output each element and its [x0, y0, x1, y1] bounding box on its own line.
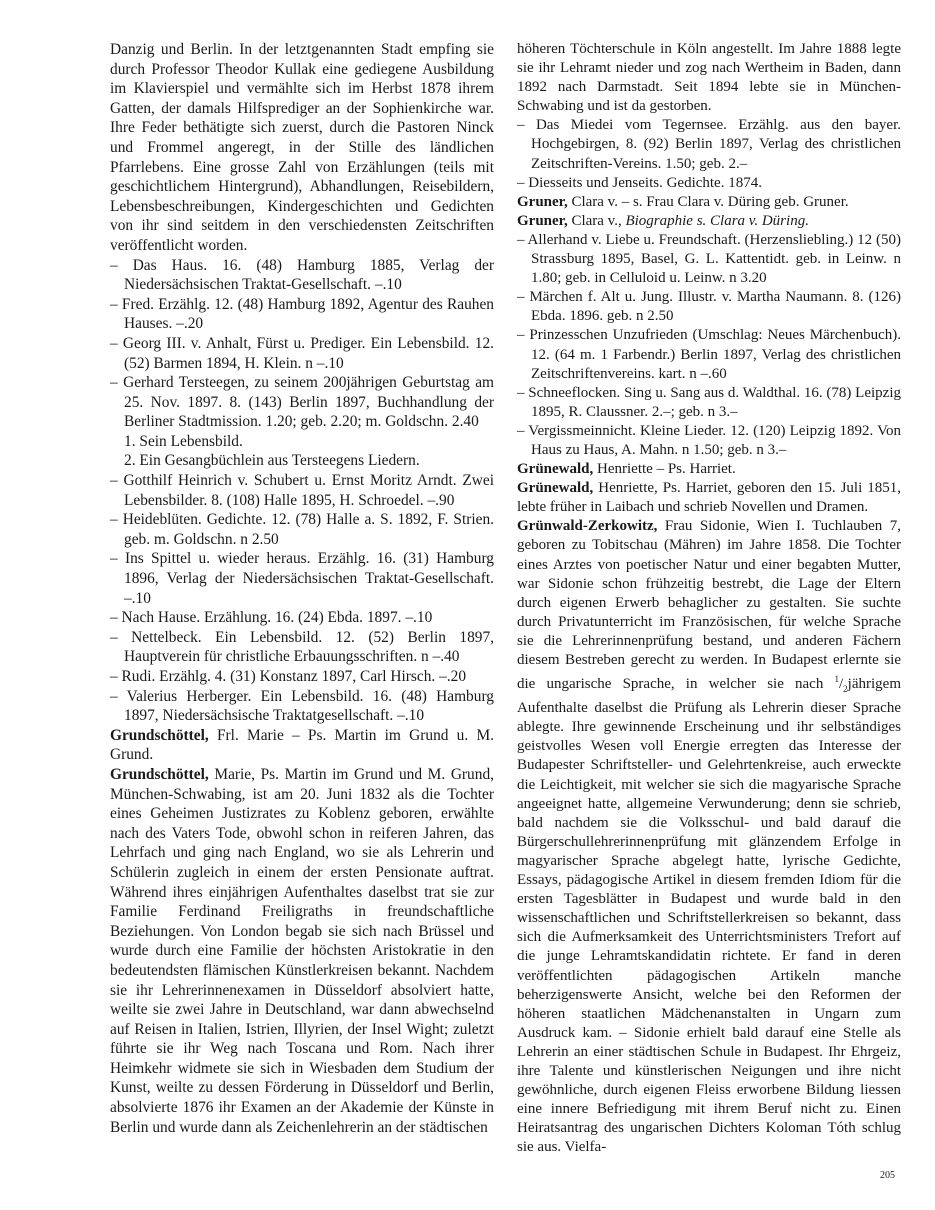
entry-gruner-crossref [517, 193, 901, 212]
entry-text: Clara v. – s. Frau Clara v. Düring geb. Gruner. [567, 193, 849, 210]
entry-headword: Grundschöttel, [110, 765, 209, 783]
work-item: – Heideblüten. Gedichte. 12. (78) Halle a. S. 1892, F. Strien. geb. m. Goldschn. n 2.50 [110, 511, 494, 548]
entry-text: Henriette – Ps. Harriet. [593, 461, 736, 478]
entry-gruenwald-zerkowitz: Grünwald-Zerkowitz, Frau Sidonie, Wien I. Tuchlauben 7, geboren zu Tobitschau (Mähren) im Jahre 1858. Die Tochter eines Arztes von poetischer Natur und einer begabten Mutter, war Sidonie schon frühzeitig bestrebt, die Lage der Eltern durch eigenen Erwerb behaglicher zu gestalten. Sie suchte durch Privatunterricht im Französischen, für welche Sprache sie die Lehrerinnenprüfung bestand, und anderen Fächern diesem Bestreben gerecht zu werden. In Budapest erlernte sie die ungarische Sprache, in welcher sie nach $^1/_2jährigem$ Aufenthalte daselbst die Prüfung als Lehrerin dieser Sprache ablegte. Ihre gewinnende Erscheinung und ihr selbständiges geistvolles Wesen voll Energie erregten das Interesse der Budapester Schriftsteller- und Gelehrtenkreise, auch erweckte die Leichtigkeit, mit welcher sie sich die magyarische Sprache angeeignet hatte, allgemeine Verwunderung; denn sie schrieb, bald nachdem sie die Volksschul- und bald darauf die Bürgerschullehrerinnenprüfung mit glänzendem Erfolge in magyarischer Sprache abgelegt hatte, lyrische Gedichte, Essays, pädagogische Artikel in diesem fremden Idiom für die ersten Tagesblätter in Budapest und wurde bald in den wissenschaftlichen und Schriftstellerkreisen so bekannt, dass sich die Aufmerksamkeit des Unterrichtsministers Trefort auf die junge Lehramtskandidatin richtete. Er fand in deren veröffentlichten pädagogischen Artikeln manche beherzigenswerte Ansicht, welche bei den Reformen der höheren staatlichen Mädchenanstalten in Ungarn zum Ausdruck kam. – Sidonie erhielt bald darauf eine Stelle als Lehrerin an einer städtischen Schule in Budapest. Ihr Ehrgeiz, ihre Talente und künstlerischen Neigungen und ihre nicht gewöhnliche, durch eigenen Fleiss erworbene Bildung liessen eine innere Befriedigung mit ihrem Beruf nicht zu. Einen Heiratsantrag des ungarischen Dichters Koloman Tóth schlug sie aus. Vielfa- [517, 518, 901, 1156]
work-item: – Schneeflocken. Sing u. Sang aus d. Waldthal. 16. (78) Leipzig 1895, R. Claussner. 2.–; geb. n 3.– [517, 384, 901, 420]
work-item: – Märchen f. Alt u. Jung. Illustr. v. Martha Naumann. 8. (126) Ebda. 1896. geb. n 2.50 [517, 289, 901, 325]
work-item: – Das Miedei vom Tegernsee. Erzählg. aus den bayer. Hochgebirgen, 8. (92) Berlin 1897, Verlag des christlichen Zeitschriften-Vereins. 1.50; geb. 2.– [517, 117, 901, 172]
entry-headword: Grünewald, [517, 461, 594, 478]
entry-headword: Gruner, [517, 193, 568, 210]
entry-grundschoettel-pseudonym [110, 726, 494, 765]
work-item: – Ins Spittel u. wieder heraus. Erzählg. 16. (31) Hamburg 1896, Verlag der Niedersächsischen Traktat-Gesellschaft. –.10 [110, 550, 494, 607]
left-intro-paragraph: Danzig und Berlin. In der letztgenannten Stadt empfing sie durch Professor Theodor Kullak eine gediegene Ausbildung im Klavierspiel und vermählte sich im Herbst 1878 ihrem Gatten, der damals Hilfsprediger an der Sophienkirche war. Ihre Feder bethätigte sich zuerst, durch die Pastoren Ninck und Frommel angeregt, in der Stille des ländlichen Pfarrlebens. Eine grosse Zahl von Erzählungen (teils mit geschichtlichem Hintergrund), Abhandlungen, Reisebildern, Lebensbeschreibungen, Kindergeschichten und Gedichten von ihr sind seitdem in den verschiedensten Zeitschriften veröffentlicht worden. [110, 41, 494, 254]
work-item: – Fred. Erzählg. 12. (48) Hamburg 1892, Agentur des Rauhen Hauses. –.20 [110, 295, 494, 333]
entry-grundschoettel-biography [110, 765, 494, 1137]
entry-headword: Grünewald, [517, 480, 594, 497]
page-number: 205 [880, 1170, 895, 1181]
right-column [517, 40, 901, 1157]
work-item: – Georg III. v. Anhalt, Fürst u. Prediger. Ein Lebensbild. 12. (52) Barmen 1894, H. Klein. n –.10 [110, 334, 494, 372]
entry-gruenewald-pseudonym [517, 460, 901, 479]
entry-biography-reference: Biographie s. Clara v. Düring. [625, 212, 809, 229]
work-item: – Allerhand v. Liebe u. Freundschaft. (Herzensliebling.) 12 (50) Strassburg 1895, Basel, G. L. Kattentidt. geb. in Leinw. n 1.80; geb. in Celluloid u. Leinw. n 3.20 [517, 231, 901, 287]
work-subitem: 1. Sein Lebensbild. [124, 432, 243, 450]
work-item: – Rudi. Erzählg. 4. (31) Konstanz 1897, Carl Hirsch. –.20 [110, 668, 467, 685]
entry-headword: Gruner, [517, 212, 568, 229]
fraction-denominator: 2 [843, 684, 848, 695]
work-item: – Nach Hause. Erzählung. 16. (24) Ebda. 1897. –.10 [110, 609, 433, 627]
work-item: – Gotthilf Heinrich v. Schubert u. Ernst Moritz Arndt. Zwei Lebensbilder. 8. (108) Halle 1895, H. Schroedel. –.90 [110, 472, 494, 509]
entry-gruner-works [517, 212, 901, 231]
entry-text: Frl. Marie – Ps. Martin im Grund u. M. Grund. [110, 726, 494, 764]
entry-headword: Grünwald-Zerkowitz, [517, 518, 658, 535]
right-continuation-paragraph: höheren Töchterschule in Köln angestellt. Im Jahre 1888 legte sie ihr Lehramt nieder und zog nach Wertheim in Baden, dann 1892 nach Darmstadt. Seit 1894 lebte sie in München-Schwabing und ist da gestorben. [517, 41, 901, 115]
entry-gruenewald-biography [517, 479, 901, 517]
work-item: – Vergissmeinnicht. Kleine Lieder. 12. (120) Leipzig 1892. Von Haus zu Haus, A. Mahn. n 1.50; geb. n 3.– [517, 422, 901, 458]
left-column [110, 40, 494, 1137]
work-subitem: 2. Ein Gesangbüchlein aus Tersteegens Liedern. [124, 452, 420, 470]
entry-headword: Grundschöttel, [110, 726, 209, 744]
entry-text: Frau Sidonie, Wien I. Tuchlauben 7, geboren zu Tobitschau (Mähren) im Jahre 1858. Die Tochter eines Arztes von poetischer Natur und einer begabten Mutter, war Sidonie schon frühzeitig bestrebt, die Lage der Eltern durch eigenen Erwerb behaglicher zu gestalten. Sie suchte durch Privatunterricht im Französischen, für welche Sprache sie die Lehrerinnenprüfung bestand, und anderen Fächern diesem Bestreben gerecht zu werden. In Budapest erlernte sie die ungarische Sprache, in welcher sie nach [517, 518, 901, 693]
work-item: – Gerhard Tersteegen, zu seinem 200jährigen Geburtstag am 25. Nov. 1897. 8. (143) Berlin 1897, Buchhandlung der Berliner Stadtmission. 1.20; geb. 2.20; m. Goldschn. 2.40 [110, 374, 494, 431]
fraction-numerator: 1 [834, 674, 839, 685]
work-item: – Prinzesschen Unzufrieden (Umschlag: Neues Märchenbuch). 12. (64 m. 1 Farbendr.) Berlin 1897, Verlag des christlichen Zeitschriftenvereins. kart. n –.60 [517, 327, 901, 382]
entry-text: Henriette, Ps. Harriet, geboren den 15. Juli 1851, lebte früher in Laibach und schrieb Novellen und Dramen. [517, 480, 901, 516]
entry-text: Clara v., [567, 212, 626, 229]
entry-text: Marie, Ps. Martin im Grund und M. Grund, München-Schwabing, ist am 20. Juni 1832 als die Tochter eines Geheimen Justizrates zu Koblenz geboren, erwählte nach des Vaters Tode, obwohl schon in reiferen Jahren, das Lehrfach und ging nach England, wo sie als Lehrerin und Schülerin zugleich in einem der ersten Pensionate auftrat. Während ihres einjährigen Aufenthaltes daselbst trat sie zur Familie Ferdinand Freiligraths in freundschaftliche Beziehungen. Von London begab sie sich nach Brüssel und wurde durch eine Familie der höchsten Aristokratie in den bedeutendsten flämischen Künstlerkreisen bekannt. Nachdem sie ihr Lehrerinnenexamen in Düsseldorf absolviert hatte, weilte sie zwei Jahre in Deutschland, war dann abwechselnd auf Reisen in Italien, Istrien, Illyrien, der Insel Wight; zuletzt führte sie ihr Weg nach Toscana und Rom. Nach ihrer Heimkehr widmete sie sich in Wiesbaden dem Studium der Kunst, weilte zu dessen Förderung in Düsseldorf und Berlin, absolvierte 1876 ihr Examen an der Akademie der Künste in Berlin und wurde dann als Zeichenlehrerin an der städtischen [110, 765, 494, 1136]
work-item: – Das Haus. 16. (48) Hamburg 1885, Verlag der Niedersächsischen Traktat-Gesellschaft. –.10 [110, 256, 494, 294]
work-item: – Diesseits und Jenseits. Gedichte. 1874. [517, 174, 762, 191]
work-item: – Nettelbeck. Ein Lebensbild. 12. (52) Berlin 1897, Hauptverein für christliche Erbauungsschriften. n –.40 [110, 628, 494, 666]
entry-text: jährigem Aufenthalte daselbst die Prüfung als Lehrerin dieser Sprache ablegte. Ihre gewinnende Erscheinung und ihr selbständiges geistvolles Wesen voll Energie erregten das Interesse der Budapester Schriftsteller- und Gelehrtenkreise, auch erweckte die Leichtigkeit, mit welcher sie sich die magyarische Sprache angeeignet hatte, allgemeine Verwunderung; denn sie schrieb, bald nachdem sie die Volksschul- und bald darauf die Bürgerschullehrerinnenprüfung mit glänzendem Erfolge in magyarischer Sprache abgelegt hatte, lyrische Gedichte, Essays, pädagogische Artikel in diesem fremden Idiom für die ersten Tagesblätter in Budapest und wurde bald in den wissenschaftlichen und Schriftstellerkreisen so bekannt, dass sich die Aufmerksamkeit des Unterrichtsministers Trefort auf die junge Lehramtskandidatin richtete. Er fand in deren veröffentlichten pädagogischen Artikeln manche beherzigenswerte Ansicht, welche bei den Reformen der höheren staatlichen Mädchenanstalten in Ungarn zum Ausdruck kam. – Sidonie erhielt bald darauf eine Stelle als Lehrerin an einer städtischen Schule in Budapest. Ihr Ehrgeiz, ihre Talente und künstlerischen Neigungen und ihre nicht gewöhnliche, durch eigenen Fleiss erworbene Bildung liessen eine innere Befriedigung mit ihrem Beruf nicht zu. Einen Heiratsantrag des ungarischen Dichters Koloman Tóth schlug sie aus. Vielfa- [517, 676, 901, 1156]
work-item: – Valerius Herberger. Ein Lebensbild. 16. (48) Hamburg 1897, Niedersächsische Traktatgesellschaft. –.10 [110, 687, 494, 725]
